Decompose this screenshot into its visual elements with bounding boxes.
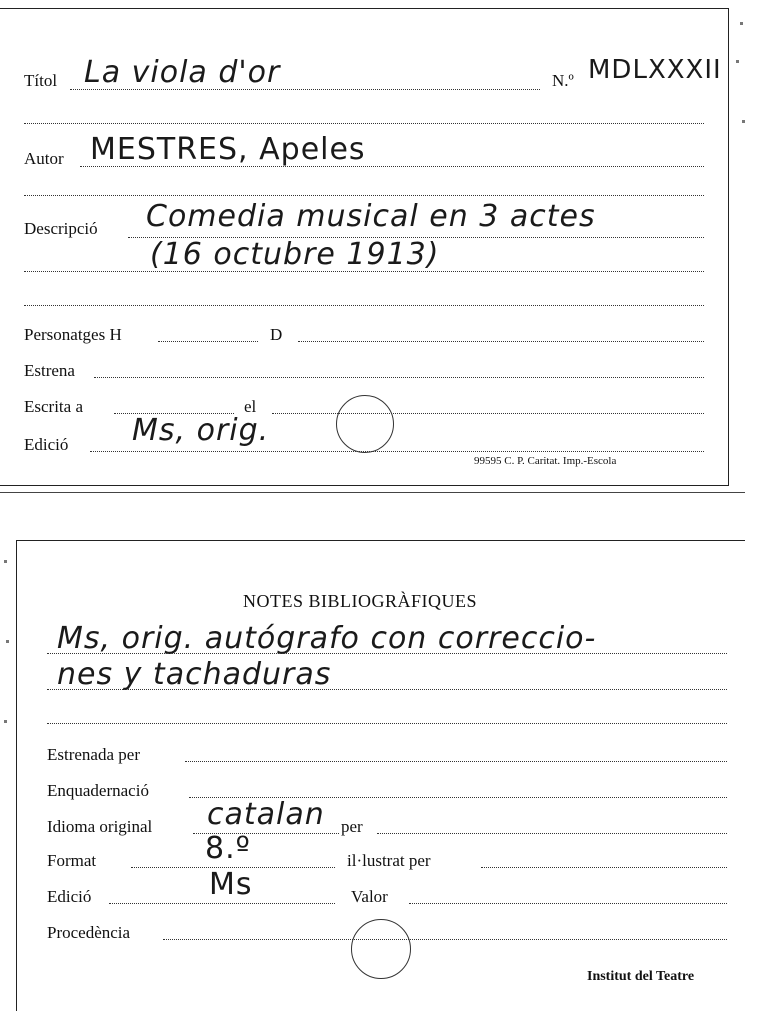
autor-value: MESTRES, Apeles xyxy=(90,132,366,167)
stamp-circle xyxy=(336,395,394,453)
edicio-line xyxy=(90,451,704,452)
estrenada-label: Estrenada per xyxy=(47,745,140,764)
per-label: per xyxy=(341,817,363,836)
per-line xyxy=(377,833,727,834)
illustrat-line xyxy=(481,867,727,868)
titol-label: Títol xyxy=(24,71,58,90)
edicio-line-2 xyxy=(109,903,335,904)
procedencia-label: Procedència xyxy=(47,923,131,942)
autor-label: Autor xyxy=(24,149,64,168)
personatges-d-label: D xyxy=(270,325,283,344)
blank-line xyxy=(24,123,704,124)
stamp-circle-2 xyxy=(351,919,411,979)
descripcio-label: Descripció xyxy=(24,219,98,238)
scan-speck xyxy=(736,60,739,63)
idioma-value: catalan xyxy=(207,797,325,832)
descripcio-line2: (16 octubre 1913) xyxy=(150,237,440,272)
catalog-card-front xyxy=(0,8,729,486)
estrenada-line xyxy=(185,761,727,762)
blank-line xyxy=(24,195,704,196)
edicio-value-2: Ms xyxy=(209,867,253,902)
el-label: el xyxy=(244,397,257,416)
estrena-label: Estrena xyxy=(24,361,75,380)
catalog-card-back xyxy=(16,540,745,1011)
procedencia-line xyxy=(163,939,727,940)
notes-line-1 xyxy=(47,653,727,654)
edicio-value: Ms, orig. xyxy=(132,413,270,448)
scan-speck xyxy=(4,720,7,723)
personatges-h-line xyxy=(158,341,258,342)
valor-line xyxy=(409,903,727,904)
scan-speck xyxy=(6,640,9,643)
number-value: MDLXXXII xyxy=(588,55,722,85)
escrita-label: Escrita a xyxy=(24,397,83,416)
institution-name: Institut del Teatre xyxy=(587,969,695,984)
enquadernacio-label: Enquadernació xyxy=(47,781,149,800)
printer-imprint: 99595 C. P. Caritat. Imp.-Escola xyxy=(474,455,617,467)
scan-speck xyxy=(740,22,743,25)
card-divider xyxy=(0,492,745,493)
notes-line-3 xyxy=(47,723,727,724)
titol-value: La viola d'or xyxy=(84,55,281,90)
edicio-label: Edició xyxy=(24,435,69,454)
format-value: 8.º xyxy=(205,831,251,866)
number-label: N.º xyxy=(552,71,574,90)
descripcio-line1: Comedia musical en 3 actes xyxy=(146,199,596,234)
notes-line2: nes y tachaduras xyxy=(57,657,332,692)
blank-line xyxy=(24,305,704,306)
notes-line-2 xyxy=(47,689,727,690)
notes-heading: NOTES BIBLIOGRÀFIQUES xyxy=(243,591,478,611)
illustrat-label: il·lustrat per xyxy=(347,851,431,870)
personatges-label: Personatges H xyxy=(24,325,122,344)
valor-label: Valor xyxy=(351,887,388,906)
edicio-label-2: Edició xyxy=(47,887,92,906)
scan-speck xyxy=(4,560,7,563)
scan-speck xyxy=(742,120,745,123)
personatges-d-line xyxy=(298,341,704,342)
idioma-label: Idioma original xyxy=(47,817,153,836)
format-label: Format xyxy=(47,851,97,870)
notes-line1: Ms, orig. autógrafo con correccio- xyxy=(57,621,597,656)
estrena-line xyxy=(94,377,704,378)
